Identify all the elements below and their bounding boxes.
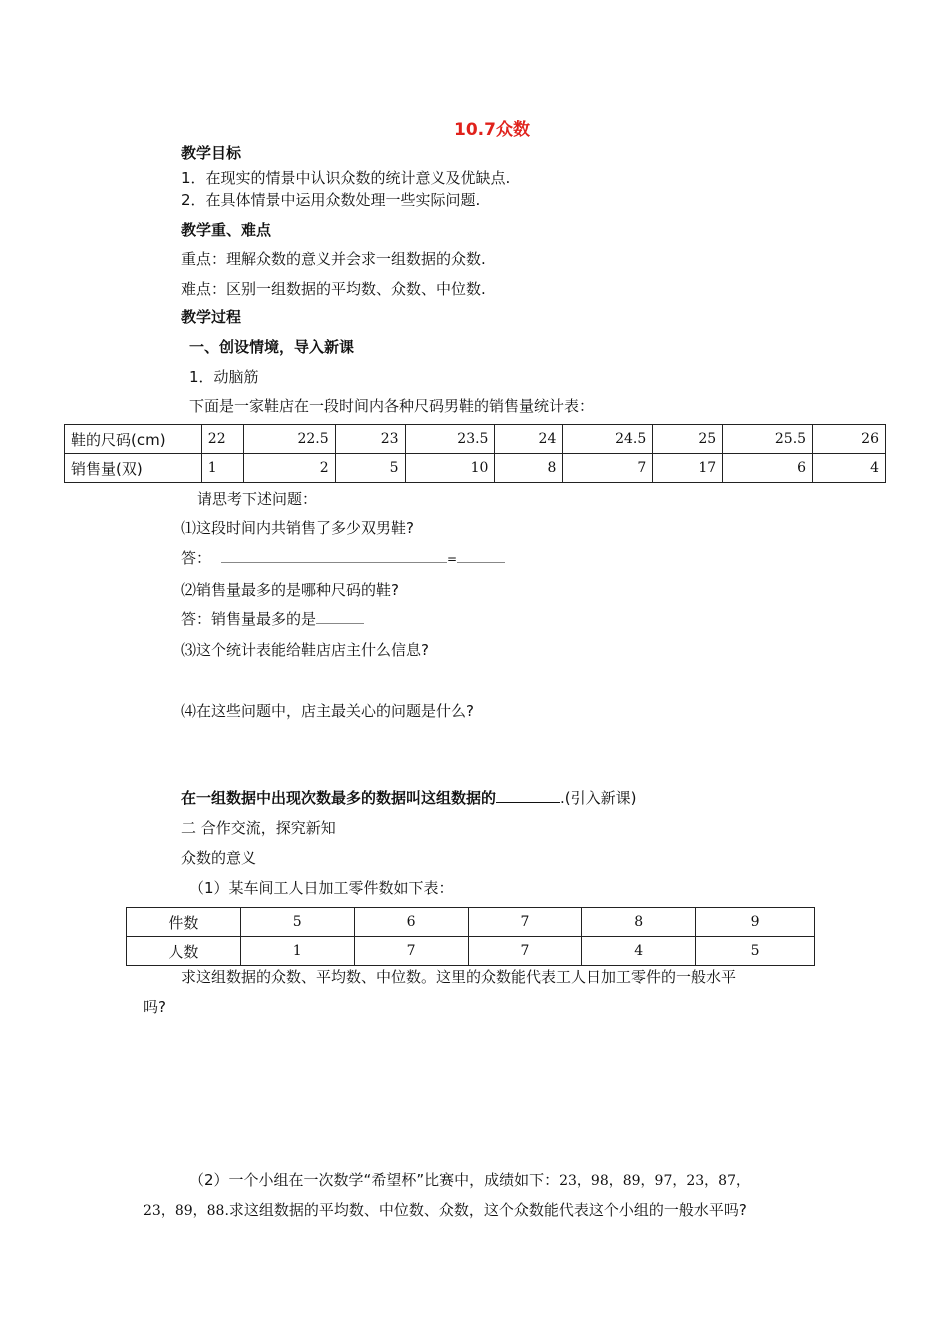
answer-2 bbox=[181, 609, 364, 629]
key-point: 重点：理解众数的意义并会求一组数据的众数. bbox=[181, 250, 486, 268]
table-header-cell: 件数 bbox=[127, 908, 241, 937]
table-cell: 26 bbox=[813, 425, 886, 454]
table-cell: 7 bbox=[563, 454, 653, 483]
meaning-heading: 众数的意义 bbox=[181, 849, 257, 867]
table-cell: 22 bbox=[201, 425, 243, 454]
definition-suffix: .(引入新课) bbox=[560, 789, 637, 807]
problem2-line2 bbox=[143, 1200, 747, 1221]
section2-heading: 二 合作交流，探究新知 bbox=[181, 819, 336, 837]
section1-heading: 一、创设情境，导入新课 bbox=[189, 338, 355, 356]
table-cell: 5 bbox=[335, 454, 405, 483]
brain-exercise-label: 1．动脑筋 bbox=[189, 368, 259, 386]
problem2-line1 bbox=[189, 1170, 750, 1191]
table-cell: 23.5 bbox=[405, 425, 495, 454]
parts-table bbox=[126, 907, 815, 966]
question-3: ⑶这个统计表能给鞋店店主什么信息? bbox=[181, 641, 429, 659]
table-row bbox=[65, 454, 886, 483]
definition-line bbox=[181, 788, 637, 808]
goal-2: 2．在具体情景中运用众数处理一些实际问题. bbox=[181, 191, 481, 209]
process-heading: 教学过程 bbox=[181, 308, 242, 326]
table-cell: 24.5 bbox=[563, 425, 653, 454]
table-row bbox=[65, 425, 886, 454]
table1-intro: 下面是一家鞋店在一段时间内各种尺码男鞋的销售量统计表： bbox=[189, 397, 595, 415]
table-cell: 8 bbox=[582, 908, 696, 937]
answer-1 bbox=[181, 548, 505, 569]
problem1-question-cont: 吗? bbox=[143, 998, 166, 1016]
table-cell: 2 bbox=[243, 454, 335, 483]
question-4: ⑷在这些问题中，店主最关心的问题是什么? bbox=[181, 702, 474, 720]
table-cell: 6 bbox=[354, 908, 468, 937]
table-header-cell: 销售量(双) bbox=[65, 454, 202, 483]
table-cell: 1 bbox=[201, 454, 243, 483]
table-cell: 23 bbox=[335, 425, 405, 454]
problem2-intro: （2）一个小组在一次数学“希望杯”比赛中，成绩如下： bbox=[189, 1171, 560, 1189]
table-cell: 4 bbox=[813, 454, 886, 483]
shoe-sales-table bbox=[64, 424, 886, 483]
table-cell: 1 bbox=[240, 937, 354, 966]
table-cell: 25 bbox=[653, 425, 723, 454]
problem1-question: 求这组数据的众数、平均数、中位数。这里的众数能代表工人日加工零件的一般水平 bbox=[181, 968, 737, 986]
problem1-intro: （1）某车间工人日加工零件数如下表： bbox=[189, 879, 454, 897]
problem2-question: 求这组数据的平均数、中位数、众数，这个众数能代表这个小组的一般水平吗? bbox=[228, 1201, 747, 1219]
answer-blank[interactable] bbox=[221, 548, 447, 563]
table-cell: 24 bbox=[495, 425, 563, 454]
question-1: ⑴这段时间内共销售了多少双男鞋? bbox=[181, 519, 414, 537]
think-prompt: 请思考下述问题： bbox=[197, 490, 318, 508]
answer-blank[interactable] bbox=[496, 788, 560, 803]
answer-blank[interactable] bbox=[457, 548, 505, 563]
answer-2-text: 答：销售量最多的是 bbox=[181, 610, 317, 628]
page-title: 10.7众数 bbox=[454, 120, 530, 140]
table-cell: 4 bbox=[582, 937, 696, 966]
table-cell: 7 bbox=[354, 937, 468, 966]
problem2-scores: 23，98，89，97，23，87， bbox=[559, 1173, 750, 1189]
table-row bbox=[127, 937, 815, 966]
goal-1: 1．在现实的情景中认识众数的统计意义及优缺点. bbox=[181, 169, 511, 187]
table-cell: 7 bbox=[468, 937, 582, 966]
table-header-cell: 人数 bbox=[127, 937, 241, 966]
table-cell: 22.5 bbox=[243, 425, 335, 454]
table-cell: 10 bbox=[405, 454, 495, 483]
table-header-cell: 鞋的尺码(cm) bbox=[65, 425, 202, 454]
keypoints-heading: 教学重、难点 bbox=[181, 221, 272, 239]
table-cell: 17 bbox=[653, 454, 723, 483]
table-cell: 6 bbox=[723, 454, 813, 483]
question-2: ⑵销售量最多的是哪种尺码的鞋? bbox=[181, 581, 399, 599]
answer-1-prefix: 答： bbox=[181, 549, 212, 567]
table-cell: 8 bbox=[495, 454, 563, 483]
answer-blank[interactable] bbox=[316, 609, 364, 624]
table-row bbox=[127, 908, 815, 937]
definition-text: 在一组数据中出现次数最多的数据叫这组数据的 bbox=[181, 789, 497, 807]
table-cell: 5 bbox=[240, 908, 354, 937]
equals-sign: = bbox=[447, 552, 458, 566]
problem2-scores-cont: 23，89，88. bbox=[143, 1203, 229, 1219]
table-cell: 9 bbox=[696, 908, 815, 937]
difficult-point: 难点：区别一组数据的平均数、众数、中位数. bbox=[181, 280, 486, 298]
goals-heading: 教学目标 bbox=[181, 144, 242, 162]
table-cell: 5 bbox=[696, 937, 815, 966]
table-cell: 25.5 bbox=[723, 425, 813, 454]
table-cell: 7 bbox=[468, 908, 582, 937]
